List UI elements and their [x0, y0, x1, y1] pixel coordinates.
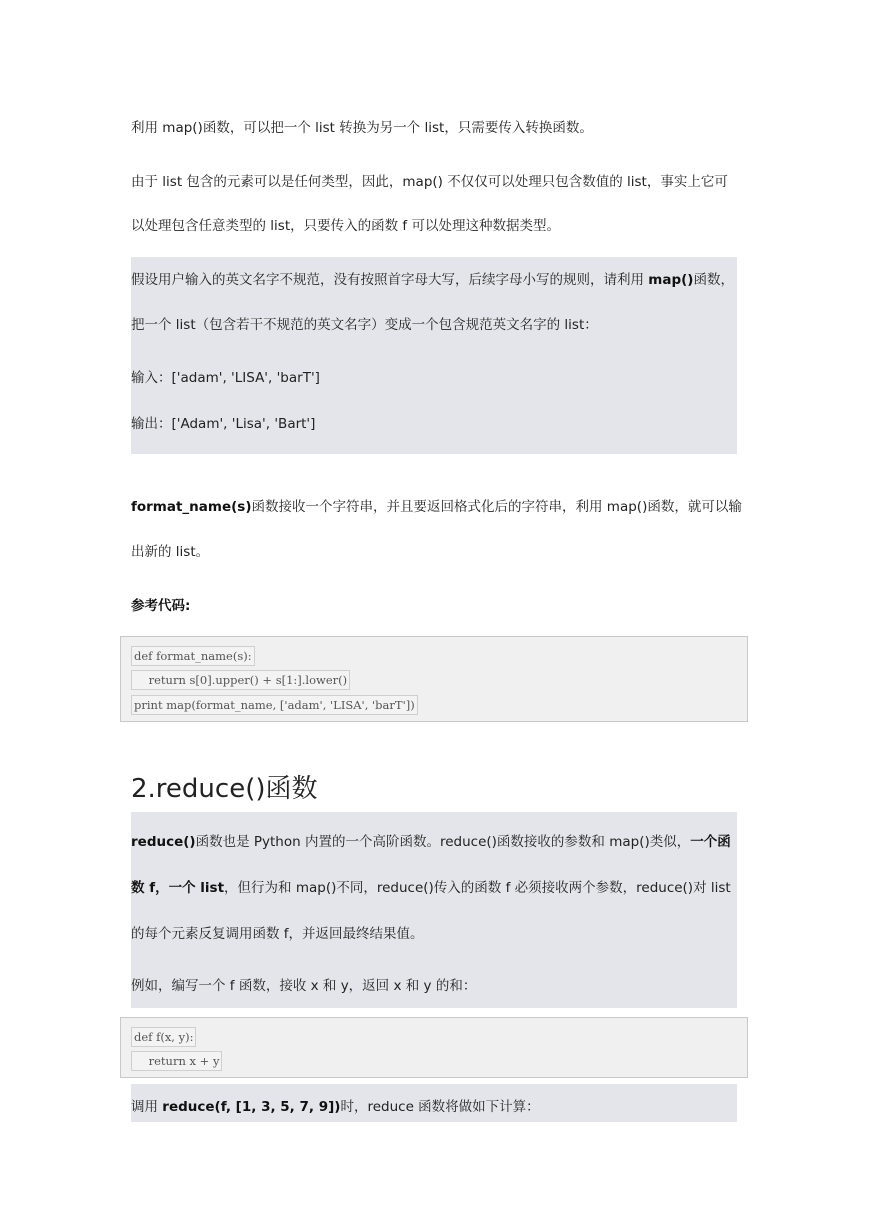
reduce-desc-line-1	[131, 833, 731, 851]
reduce-call-line	[131, 1098, 540, 1116]
exercise-line-2: 把一个 list（包含若干不规范的英文名字）变成一个包含规范英文名字的 list：	[131, 317, 598, 333]
reduce-call-post: 时，reduce 函数将做如下计算：	[340, 1099, 540, 1115]
reference-code-label-text: 参考代码:	[131, 598, 191, 614]
reduce-call-expression: reduce(f, [1, 3, 5, 7, 9])	[162, 1099, 341, 1115]
format-name-keyword: format_name(s)	[131, 499, 252, 515]
exercise-line-1	[131, 271, 734, 289]
format-name-desc-line-1	[131, 498, 742, 516]
exercise-line-1-text: 假设用户输入的英文名字不规范，没有按照首字母大写，后续字母小写的规则，请利用	[131, 272, 649, 288]
section-heading-reduce: 2.reduce()函数	[131, 774, 318, 804]
code-line: print map(format_name, ['adam', 'LISA', 'barT'])	[131, 695, 418, 715]
format-name-desc-line-2: 出新的 list。	[131, 544, 210, 560]
intro-paragraph-2-line-2: 以处理包含任意类型的 list，只要传入的函数 f 可以处理这种数据类型。	[131, 218, 560, 234]
reduce-desc-bold-head: 数 f，一个 list	[131, 880, 225, 896]
exercise-input: 输入：['adam', 'LISA', 'barT']	[131, 370, 320, 386]
code-line: def f(x, y):	[131, 1027, 196, 1047]
reduce-desc-line-3: 的每个元素反复调用函数 f，并返回最终结果值。	[131, 926, 424, 942]
reduce-example-intro: 例如，编写一个 f 函数，接收 x 和 y，返回 x 和 y 的和：	[131, 978, 477, 994]
exercise-map-keyword: map()	[648, 272, 694, 288]
reduce-desc-line-1-text: 函数也是 Python 内置的一个高阶函数。reduce()函数接收的参数和 map()类似，	[195, 834, 691, 850]
exercise-line-1-tail: 函数，	[693, 272, 734, 288]
format-name-desc-text: 函数接收一个字符串，并且要返回格式化后的字符串，利用 map()函数，就可以输	[251, 499, 742, 515]
code-line: return s[0].upper() + s[1:].lower()	[131, 670, 350, 690]
reduce-keyword: reduce()	[131, 834, 196, 850]
reference-code-label	[131, 597, 190, 615]
reduce-desc-line-2-text: ，但行为和 map()不同，reduce()传入的函数 f 必须接收两个参数，reduce()对 list	[224, 880, 731, 896]
reduce-desc-bold-tail: 一个函	[690, 834, 731, 850]
exercise-output: 输出：['Adam', 'Lisa', 'Bart']	[131, 416, 316, 432]
code-line: return x + y	[131, 1051, 222, 1071]
intro-paragraph-1: 利用 map()函数，可以把一个 list 转换为另一个 list，只需要传入转换函数。	[131, 120, 593, 136]
reduce-desc-line-2	[131, 879, 731, 897]
code-line: def format_name(s):	[131, 646, 255, 666]
reduce-call-pre: 调用	[131, 1099, 163, 1115]
intro-paragraph-2-line-1: 由于 list 包含的元素可以是任何类型，因此，map() 不仅仅可以处理只包含数值的 list，事实上它可	[131, 174, 728, 190]
